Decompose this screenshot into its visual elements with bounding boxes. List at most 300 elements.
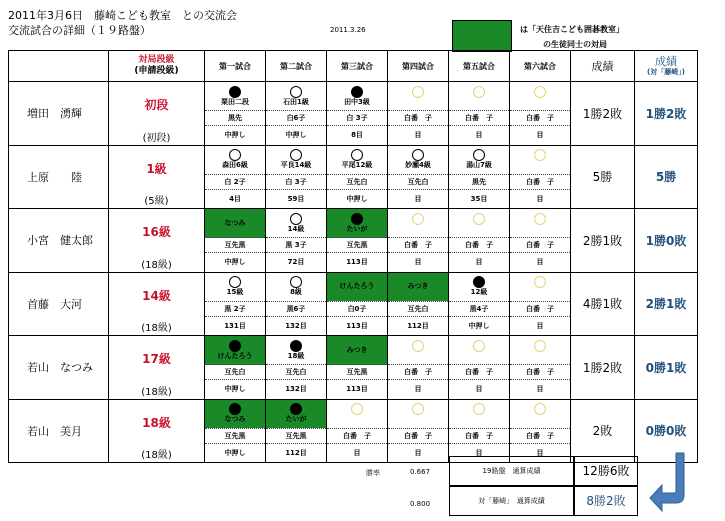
arrow-icon <box>648 451 690 513</box>
player-rank: 17級 <box>142 352 171 367</box>
game-cell <box>205 380 266 400</box>
opponent: 森田6級 <box>222 161 248 169</box>
game-cell <box>449 111 510 126</box>
game-cell <box>510 380 571 400</box>
result: 中押し <box>468 321 490 330</box>
vs-total-value: 8勝2敗 <box>586 494 626 508</box>
total-value-box <box>574 456 638 486</box>
header-record <box>571 51 635 82</box>
game-cell <box>388 301 449 316</box>
opponent: 15級 <box>226 288 244 296</box>
game-cell <box>205 301 266 316</box>
game-cell <box>205 238 266 253</box>
handicap: 黒4子 <box>469 304 489 313</box>
player-record: 4勝1敗 <box>571 272 635 336</box>
white-stone-icon <box>412 86 424 98</box>
player-vs-record: 5勝 <box>635 145 698 209</box>
white-stone-icon <box>412 149 424 161</box>
opponent <box>327 415 387 424</box>
result: 目 <box>353 448 361 457</box>
game-cell <box>205 126 266 146</box>
game-cell <box>449 253 510 273</box>
total-label-box <box>449 456 574 486</box>
header-game-4: 第四試合 <box>388 51 449 82</box>
handicap: 白番 子 <box>404 431 432 440</box>
handicap: 白0子 <box>347 304 367 313</box>
table-row <box>9 145 698 174</box>
game-cell <box>266 238 327 253</box>
game-cell <box>388 189 449 209</box>
player-vs-record: 1勝2敗 <box>635 82 698 146</box>
game-cell <box>266 336 327 365</box>
handicap: 白 2子 <box>224 177 246 186</box>
result: 目 <box>475 448 483 457</box>
result: 目 <box>536 321 544 330</box>
result: 8目 <box>351 131 363 140</box>
result: 113目 <box>346 258 368 267</box>
handicap: 白 3子 <box>285 177 307 186</box>
game-cell <box>510 316 571 336</box>
applied-rank-cell <box>109 126 205 146</box>
opponent: 14級 <box>287 224 305 233</box>
page-title: 2011年3月6日 藤崎こども教室 との交流会 <box>8 9 237 22</box>
game-cell <box>510 428 571 443</box>
game-cell <box>388 365 449 380</box>
header-game-2: 第二試合 <box>266 51 327 82</box>
white-stone-icon <box>412 213 424 225</box>
player-name: 若山 美月 <box>9 399 109 463</box>
applied-rank-cell <box>109 443 205 463</box>
game-cell <box>388 336 449 365</box>
result: 中押し <box>224 385 246 394</box>
game-cell <box>327 443 388 463</box>
game-cell <box>327 253 388 273</box>
handicap: 白 3子 <box>346 114 368 122</box>
game-cell <box>510 301 571 316</box>
result: 113目 <box>346 321 368 330</box>
game-cell <box>327 365 388 380</box>
game-cell <box>510 82 571 111</box>
result: 131目 <box>224 321 246 330</box>
opponent: 湯山7級 <box>466 161 492 169</box>
opponent <box>388 415 448 424</box>
opponent: 平良14級 <box>280 161 312 169</box>
white-stone-icon <box>534 403 546 415</box>
game-cell <box>327 145 388 174</box>
opponent <box>449 415 509 424</box>
handicap: 白番 子 <box>526 177 554 186</box>
game-cell <box>510 238 571 253</box>
result: 59目 <box>287 194 305 203</box>
player-applied-rank: (5級) <box>144 196 169 207</box>
game-cell <box>510 272 571 301</box>
result: 目 <box>414 385 422 394</box>
game-cell <box>449 301 510 316</box>
player-applied-rank: (18級) <box>141 386 172 398</box>
game-cell <box>449 209 510 238</box>
applied-rank-cell <box>109 253 205 273</box>
game-cell <box>388 145 449 174</box>
white-stone-icon <box>473 403 485 415</box>
applied-rank-cell <box>109 189 205 209</box>
handicap: 互先黒 <box>285 431 307 440</box>
legend-line-2: の生徒同士の対局 <box>543 40 607 49</box>
table-row <box>9 209 698 238</box>
rank-cell <box>109 336 205 380</box>
game-cell <box>266 111 327 126</box>
result: 目 <box>536 194 544 203</box>
game-cell <box>449 380 510 400</box>
white-stone-icon <box>473 86 485 98</box>
game-cell <box>266 272 327 301</box>
result: 132目 <box>285 385 307 394</box>
header-game-6: 第六試合 <box>510 51 571 82</box>
handicap: 互先白 <box>224 368 246 376</box>
game-cell <box>327 238 388 253</box>
win-rate-2: 0.800 <box>410 500 431 508</box>
opponent: 18級 <box>287 351 305 360</box>
game-cell <box>510 126 571 146</box>
opponent: たいが <box>346 224 368 233</box>
game-cell <box>510 399 571 428</box>
game-cell <box>205 209 266 238</box>
game-cell <box>449 399 510 428</box>
game-cell <box>449 145 510 174</box>
white-stone-icon <box>412 403 424 415</box>
opponent: なつみ <box>224 415 246 423</box>
result: 目 <box>414 131 422 140</box>
game-cell <box>327 380 388 400</box>
opponent <box>510 98 570 107</box>
game-cell <box>388 272 449 301</box>
handicap: 互先黒 <box>346 368 368 376</box>
result: 中押し <box>224 448 246 457</box>
game-cell <box>510 145 571 174</box>
black-stone-icon <box>290 340 302 352</box>
rank-cell <box>109 82 205 126</box>
handicap: 互先黒 <box>346 241 368 249</box>
game-cell <box>449 82 510 111</box>
handicap: 互先白 <box>346 177 368 186</box>
game-cell <box>510 174 571 189</box>
white-stone-icon <box>229 149 241 161</box>
legend-swatch <box>452 20 512 52</box>
player-record: 2勝1敗 <box>571 209 635 273</box>
white-stone-icon <box>412 340 424 352</box>
game-cell <box>388 209 449 238</box>
black-stone-icon <box>351 86 363 98</box>
header-vs-top: 成績 <box>655 55 677 68</box>
game-cell <box>449 336 510 365</box>
result: 目 <box>536 258 544 267</box>
player-applied-rank: (18級) <box>141 450 172 461</box>
game-cell <box>510 365 571 380</box>
result: 目 <box>414 448 422 457</box>
page-subtitle: 交流試合の詳細（１９路盤） <box>8 24 151 37</box>
table-row <box>9 272 698 301</box>
result: 中押し <box>285 131 307 140</box>
game-cell <box>388 316 449 336</box>
white-stone-icon <box>534 86 546 98</box>
black-stone-icon <box>473 276 485 288</box>
white-stone-icon <box>534 276 546 288</box>
header-vs <box>635 51 698 82</box>
game-cell <box>510 209 571 238</box>
opponent <box>510 352 570 361</box>
handicap: 白番 子 <box>526 114 554 122</box>
handicap: 白番 子 <box>526 304 554 313</box>
game-cell <box>266 126 327 146</box>
opponent: みつき <box>346 345 368 354</box>
handicap: 白番 子 <box>404 368 432 376</box>
result: 72目 <box>287 258 305 267</box>
game-cell <box>388 399 449 428</box>
handicap: 互先白 <box>407 177 429 186</box>
handicap: 白番 子 <box>465 114 493 122</box>
black-stone-icon <box>351 213 363 225</box>
opponent: なつみ <box>224 218 246 227</box>
player-record: 2敗 <box>571 399 635 463</box>
game-cell <box>266 189 327 209</box>
opponent <box>388 225 448 234</box>
game-cell <box>266 428 327 443</box>
game-cell <box>388 174 449 189</box>
player-applied-rank: (18級) <box>141 323 172 334</box>
white-stone-icon <box>534 340 546 352</box>
header-rank-bottom: (申請段級) <box>134 66 179 76</box>
handicap: 白番 子 <box>465 431 493 440</box>
game-cell <box>205 189 266 209</box>
win-rate-label: 勝率 <box>366 469 380 477</box>
game-cell <box>205 272 266 301</box>
game-cell <box>388 253 449 273</box>
black-stone-icon <box>229 340 241 352</box>
game-cell <box>388 238 449 253</box>
opponent: 8級 <box>290 288 302 296</box>
opponent: 栗田二段 <box>221 97 249 106</box>
opponent <box>510 288 570 297</box>
player-vs-record: 0勝0敗 <box>635 399 698 463</box>
game-cell <box>449 272 510 301</box>
win-rate-1: 0.667 <box>410 468 431 476</box>
player-vs-record: 2勝1敗 <box>635 272 698 336</box>
player-record: 1勝2敗 <box>571 82 635 146</box>
result: 中押し <box>224 131 246 140</box>
player-vs-record: 0勝1敗 <box>635 336 698 400</box>
rank-cell <box>109 145 205 189</box>
opponent <box>510 415 570 424</box>
player-name: 増田 湧輝 <box>9 82 109 146</box>
result: 113目 <box>346 385 368 394</box>
player-record: 1勝2敗 <box>571 336 635 400</box>
result: 目 <box>414 258 422 267</box>
table-row <box>9 82 698 111</box>
game-cell <box>205 428 266 443</box>
black-stone-icon <box>290 403 302 415</box>
game-cell <box>327 111 388 126</box>
results-table <box>8 50 698 463</box>
game-cell <box>205 174 266 189</box>
opponent <box>449 225 509 234</box>
game-cell <box>266 209 327 238</box>
vs-value-box <box>574 486 638 516</box>
total-value: 12勝6敗 <box>582 464 630 478</box>
game-cell <box>266 301 327 316</box>
result: 目 <box>536 385 544 394</box>
game-cell <box>449 189 510 209</box>
game-cell <box>510 336 571 365</box>
header-game-5: 第五試合 <box>449 51 510 82</box>
opponent: たいが <box>285 415 307 423</box>
handicap: 白番 子 <box>526 368 554 376</box>
result: 112目 <box>285 448 307 457</box>
game-cell <box>205 443 266 463</box>
applied-rank-cell <box>109 316 205 336</box>
result: 目 <box>414 194 422 203</box>
game-cell <box>266 365 327 380</box>
game-cell <box>205 111 266 126</box>
result: 112目 <box>407 321 429 330</box>
game-cell <box>327 428 388 443</box>
rank-cell <box>109 209 205 253</box>
game-cell <box>266 145 327 174</box>
header-record-label: 成績 <box>591 60 614 73</box>
vs-label-box <box>449 486 574 516</box>
game-cell <box>205 253 266 273</box>
opponent: 石田1級 <box>283 97 309 106</box>
result: 目 <box>536 448 544 457</box>
game-cell <box>388 443 449 463</box>
rank-cell <box>109 272 205 316</box>
game-cell <box>388 380 449 400</box>
game-cell <box>266 399 327 428</box>
result: 35目 <box>470 194 488 203</box>
handicap: 白番 子 <box>404 241 432 249</box>
player-applied-rank: (初段) <box>142 132 171 144</box>
game-cell <box>205 336 266 365</box>
game-cell <box>327 174 388 189</box>
white-stone-icon <box>473 149 485 161</box>
handicap: 黒 2子 <box>224 304 246 313</box>
white-stone-icon <box>229 276 241 288</box>
game-cell <box>388 82 449 111</box>
game-cell <box>449 428 510 443</box>
white-stone-icon <box>473 213 485 225</box>
game-cell <box>266 380 327 400</box>
game-cell <box>205 365 266 380</box>
game-cell <box>205 145 266 174</box>
game-cell <box>449 174 510 189</box>
opponent <box>449 352 509 361</box>
black-stone-icon <box>229 403 241 415</box>
white-stone-icon <box>290 149 302 161</box>
handicap: 黒 3子 <box>285 241 307 249</box>
handicap: 黒先 <box>228 114 242 122</box>
handicap: 白6子 <box>286 114 306 122</box>
handicap: 白番 子 <box>465 241 493 249</box>
opponent: みつき <box>407 282 429 290</box>
header-name <box>9 51 109 82</box>
white-stone-icon <box>290 276 302 288</box>
game-cell <box>510 111 571 126</box>
game-cell <box>205 316 266 336</box>
handicap: 黒先 <box>472 177 486 186</box>
white-stone-icon <box>534 149 546 161</box>
result: 4目 <box>229 194 241 203</box>
game-cell <box>327 126 388 146</box>
game-cell <box>327 399 388 428</box>
white-stone-icon <box>290 86 302 98</box>
header-game-3: 第三試合 <box>327 51 388 82</box>
game-cell <box>449 316 510 336</box>
white-stone-icon <box>351 403 363 415</box>
game-cell <box>449 365 510 380</box>
player-vs-record: 1勝0敗 <box>635 209 698 273</box>
game-cell <box>266 82 327 111</box>
opponent <box>388 352 448 361</box>
game-cell <box>327 316 388 336</box>
legend-line-1: は「天住吉こども囲碁教室」 <box>520 25 624 34</box>
rank-cell <box>109 399 205 443</box>
vs-total-label: 対「藤崎」 通算成績 <box>478 497 545 505</box>
game-cell <box>205 82 266 111</box>
game-cell <box>327 82 388 111</box>
game-cell <box>388 428 449 443</box>
player-rank: 14級 <box>142 288 171 303</box>
opponent: 12級 <box>470 288 488 296</box>
opponent: けんたろう <box>339 282 375 290</box>
handicap: 白番 子 <box>343 431 371 440</box>
opponent <box>510 161 570 170</box>
opponent <box>449 98 509 107</box>
handicap: 白番 子 <box>526 431 554 440</box>
handicap: 互先白 <box>407 304 429 313</box>
opponent <box>388 98 448 107</box>
total-label: 19路盤 通算成績 <box>482 467 541 475</box>
player-rank: 1級 <box>146 161 167 176</box>
result: 目 <box>475 131 483 140</box>
player-name: 若山 なつみ <box>9 336 109 400</box>
game-cell <box>510 189 571 209</box>
game-cell <box>205 399 266 428</box>
handicap: 互先黒 <box>224 431 246 440</box>
result: 目 <box>475 385 483 394</box>
game-cell <box>510 253 571 273</box>
opponent: 田中3級 <box>344 97 370 106</box>
player-name: 小宮 健太郎 <box>9 209 109 273</box>
table-row <box>9 336 698 365</box>
result: 中押し <box>346 194 368 203</box>
player-rank: 18級 <box>142 415 171 430</box>
opponent <box>510 225 570 234</box>
handicap: 黒6子 <box>286 304 306 313</box>
report-date: 2011.3.26 <box>330 26 366 34</box>
opponent: 妙瀬4級 <box>405 161 431 169</box>
white-stone-icon <box>290 213 302 225</box>
result: 目 <box>475 258 483 267</box>
game-cell <box>388 126 449 146</box>
game-cell <box>266 253 327 273</box>
result: 目 <box>536 131 544 140</box>
handicap: 互先黒 <box>224 241 246 249</box>
white-stone-icon <box>351 149 363 161</box>
game-cell <box>449 126 510 146</box>
game-cell <box>449 238 510 253</box>
game-cell <box>388 111 449 126</box>
black-stone-icon <box>229 86 241 98</box>
game-cell <box>327 301 388 316</box>
opponent: けんたろう <box>217 351 253 360</box>
